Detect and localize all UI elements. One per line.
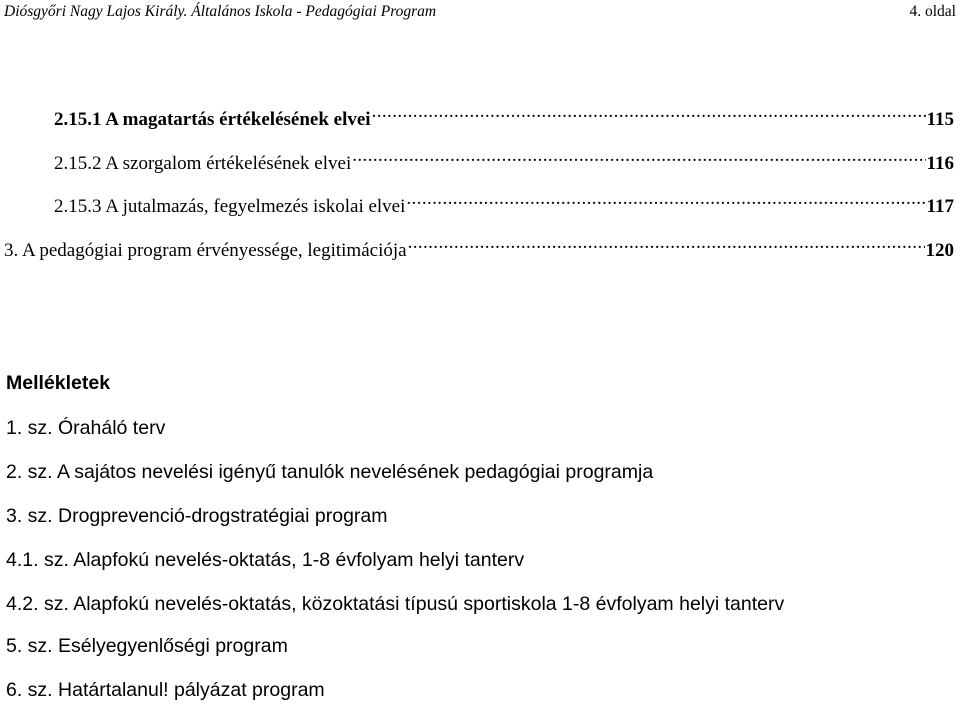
appendix-item: 2. sz. A sajátos nevelési igényű tanulók nevelésének pedagógiai programja bbox=[6, 461, 654, 483]
toc-entry[interactable] bbox=[54, 143, 954, 177]
appendix-item: 6. sz. Határtalanul! pályázat program bbox=[6, 679, 325, 701]
table-of-contents bbox=[0, 0, 960, 300]
toc-dot-leader bbox=[408, 230, 925, 256]
toc-entry-page: 115 bbox=[926, 109, 954, 130]
toc-entry-title: 3. A pedagógiai program érvényessége, legitimációja bbox=[4, 240, 407, 261]
appendix-heading: Mellékletek bbox=[6, 372, 111, 394]
document-title: Diósgyőri Nagy Lajos Király. Általános Iskola - Pedagógiai Program bbox=[4, 3, 437, 20]
toc-entry-page: 117 bbox=[926, 196, 954, 217]
toc-dot-leader bbox=[352, 143, 925, 169]
toc-entry-title: 2.15.2 A szorgalom értékelésének elvei bbox=[54, 153, 352, 174]
toc-entry[interactable] bbox=[54, 99, 954, 133]
page-number: 4. oldal bbox=[909, 3, 956, 20]
appendix-item: 1. sz. Óraháló terv bbox=[6, 417, 166, 439]
toc-dot-leader bbox=[406, 186, 925, 212]
toc-entry[interactable] bbox=[54, 186, 954, 220]
appendix-item: 4.2. sz. Alapfokú nevelés-oktatás, közoktatási típusú sportiskola 1-8 évfolyam helyi tanterv bbox=[6, 593, 785, 615]
appendix-item: 5. sz. Esélyegyenlőségi program bbox=[6, 635, 288, 657]
toc-entry-page: 120 bbox=[925, 240, 954, 261]
toc-entry-title: 2.15.3 A jutalmazás, fegyelmezés iskolai elvei bbox=[54, 196, 406, 217]
toc-entry-page: 116 bbox=[926, 153, 954, 174]
appendix-item: 4.1. sz. Alapfokú nevelés-oktatás, 1-8 évfolyam helyi tanterv bbox=[6, 549, 525, 571]
toc-dot-leader bbox=[372, 99, 926, 125]
toc-entry-title: 2.15.1 A magatartás értékelésének elvei bbox=[54, 109, 371, 130]
appendix-item: 3. sz. Drogprevenció-drogstratégiai program bbox=[6, 505, 388, 527]
toc-entry[interactable] bbox=[4, 230, 954, 264]
